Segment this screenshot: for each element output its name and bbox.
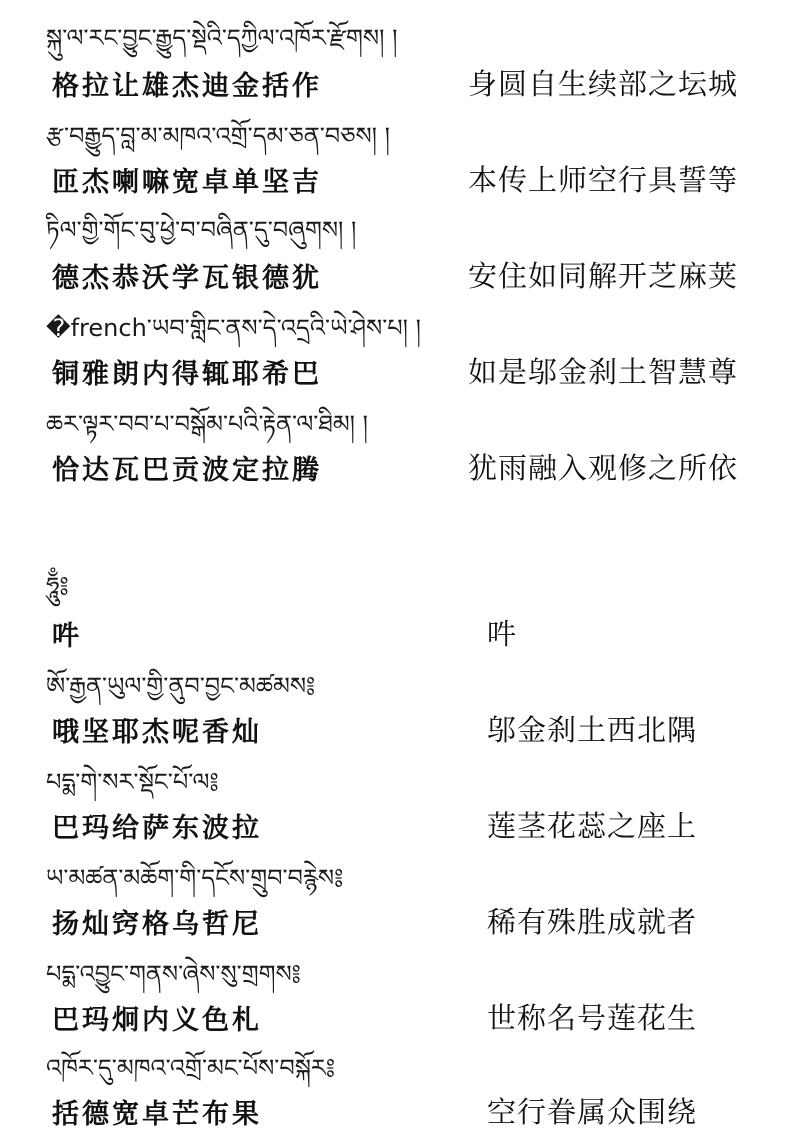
translation-line: 空行眷属众围绕: [487, 1095, 698, 1129]
phonetic-line: 巴玛给萨东波拉: [52, 813, 262, 844]
translation-line: 如是邬金刹土智慧尊: [468, 355, 739, 389]
tibetan-line: ཆར་ལྟར་བབ་པ་བསྒོམ་པའི་རྟེན་ལ་ཐིམ། །: [46, 410, 368, 438]
translation-line: 世称名号莲花生: [487, 1001, 698, 1035]
tibetan-line: ཏིལ་གྱི་གོང་བུ་ཕྱེ་བ་བཞིན་དུ་བཞུགས། །: [46, 216, 357, 244]
tibetan-line: འཁོར་དུ་མཁའ་འགྲོ་མང་པོས་བསྐོར༔: [46, 1054, 336, 1082]
translation-line: 本传上师空行具誓等: [468, 163, 739, 197]
phonetic-line: 扬灿窍格乌哲尼: [52, 909, 262, 940]
tibetan-line: སྐུ་ལ་རང་བྱུང་རྒྱུད་སྡེའི་དཀྱིལ་འཁོར་རྫོགས། །: [46, 24, 398, 52]
translation-line: 邬金刹土西北隅: [487, 713, 698, 747]
translation-line: 身圆自生续部之坛城: [468, 67, 739, 101]
translation-line: 稀有殊胜成就者: [487, 905, 698, 939]
tibetan-line: པདྨ་འབྱུང་གནས་ཞེས་སུ་གྲགས༔: [46, 960, 301, 988]
tibetan-line: ཨོ་རྒྱན་ཡུལ་གྱི་ནུབ་བྱང་མཚམས༔: [46, 672, 316, 700]
phonetic-line: 括德宽卓芒布果: [52, 1099, 262, 1130]
phonetic-seed-syllable: 吽: [52, 621, 82, 652]
translation-line: 犹雨融入观修之所依: [468, 451, 739, 485]
translation-seed-syllable: 吽: [487, 617, 518, 651]
tibetan-line: པདྨ་གེ་སར་སྡོང་པོ་ལ༔: [46, 768, 219, 796]
translation-line: 莲茎花蕊之座上: [487, 809, 698, 843]
phonetic-line: 哦坚耶杰呢香灿: [52, 717, 262, 748]
translation-line: 安住如同解开芝麻荚: [468, 259, 739, 293]
phonetic-line: 匝杰喇嘛宽卓单坚吉: [52, 167, 322, 198]
tibetan-seed-syllable: ཧཱུྃ༔: [46, 572, 69, 600]
tibetan-line: ཡ་མཚན་མཆོག་གི་དངོས་གྲུབ་བརྙེས༔: [46, 864, 344, 892]
phonetic-line: 德杰恭沃学瓦银德犹: [52, 263, 322, 294]
tibetan-line: �french་ཡབ་གླིང་ནས་དེ་འདྲའི་ཡེ་ཤེས་པ། །: [46, 314, 421, 342]
phonetic-line: 恰达瓦巴贡波定拉腾: [52, 455, 322, 486]
phonetic-line: 巴玛炯内义色札: [52, 1005, 262, 1036]
phonetic-line: 铜雅朗内得辄耶希巴: [52, 359, 322, 390]
tibetan-line: རྩ་བརྒྱུད་བླ་མ་མཁའ་འགྲོ་དམ་ཅན་བཅས། །: [46, 122, 390, 150]
phonetic-line: 格拉让雄杰迪金括作: [52, 71, 322, 102]
